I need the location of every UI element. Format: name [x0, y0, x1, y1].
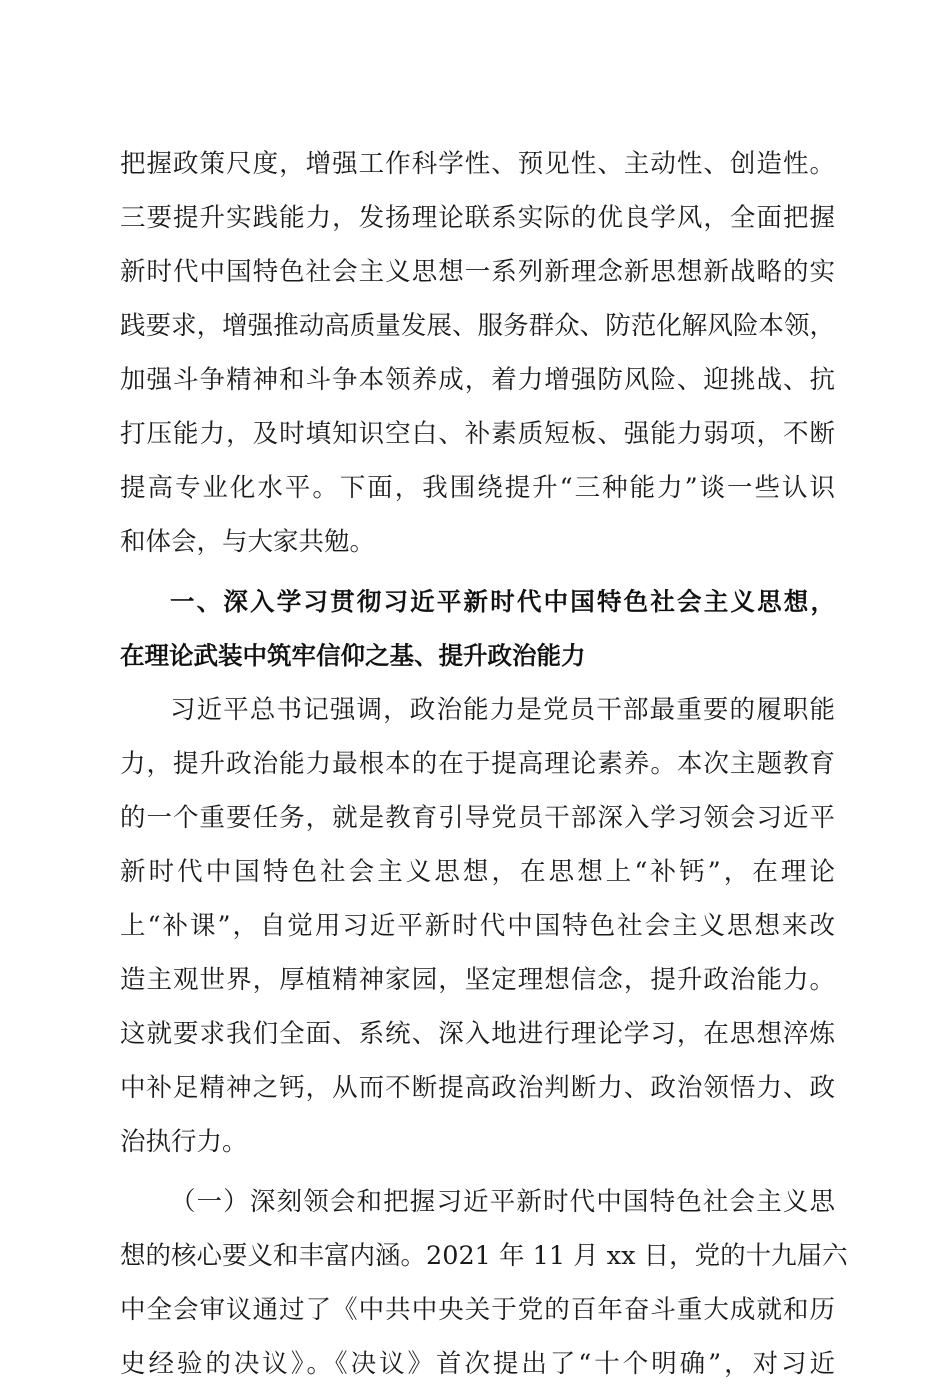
text-line: （一）深刻领会和把握习近平新时代中国特色社会主义思 — [170, 1187, 835, 1217]
text-line: 上“补课”，自觉用习近平新时代中国特色社会主义思想来改 — [120, 911, 835, 941]
heading-line: 一、深入学习贯彻习近平新时代中国特色社会主义思想， — [170, 587, 835, 616]
text-line: 力，提升政治能力最根本的在于提高理论素养。本次主题教育 — [120, 749, 835, 779]
text-line: 史经验的决议》。《决议》首次提出了“十个明确”，对习近 — [120, 1349, 835, 1379]
text-line: 三要提升实践能力，发扬理论联系实际的优良学风，全面把握 — [120, 203, 835, 233]
text-line: 把握政策尺度，增强工作科学性、预见性、主动性、创造性。 — [120, 149, 835, 179]
text-line: 提高专业化水平。下面，我围绕提升“三种能力”谈一些认识 — [120, 473, 835, 503]
paragraph-intro — [120, 137, 835, 569]
section-heading — [120, 575, 835, 683]
text-line: 新时代中国特色社会主义思想一系列新理念新思想新战略的实 — [120, 257, 835, 287]
text-line: 中全会审议通过了《中共中央关于党的百年奋斗重大成就和历 — [120, 1295, 835, 1325]
paragraph-subsection-one — [120, 1175, 848, 1391]
text-line: 和体会，与大家共勉。 — [120, 527, 376, 557]
text-line: 想的核心要义和丰富内涵。2021 年 11 月 xx 日，党的十九届六 — [120, 1241, 848, 1271]
document-body — [120, 137, 848, 1391]
text-line: 践要求，增强推动高质量发展、服务群众、防范化解风险本领， — [120, 311, 835, 341]
text-line: 的一个重要任务，就是教育引导党员干部深入学习领会习近平 — [120, 803, 835, 833]
text-line: 造主观世界，厚植精神家园，坚定理想信念，提升政治能力。 — [120, 965, 835, 995]
text-line: 治执行力。 — [120, 1127, 248, 1157]
text-line: 中补足精神之钙，从而不断提高政治判断力、政治领悟力、政 — [120, 1073, 835, 1103]
text-line: 这就要求我们全面、系统、深入地进行理论学习，在思想淬炼 — [120, 1019, 835, 1049]
text-line: 新时代中国特色社会主义思想，在思想上“补钙”，在理论 — [120, 857, 835, 887]
text-line: 加强斗争精神和斗争本领养成，着力增强防风险、迎挑战、抗 — [120, 365, 835, 395]
text-line: 打压能力，及时填知识空白、补素质短板、强能力弱项，不断 — [120, 419, 835, 449]
paragraph-political — [120, 683, 835, 1169]
heading-line: 在理论武装中筑牢信仰之基、提升政治能力 — [120, 641, 586, 670]
text-line: 习近平总书记强调，政治能力是党员干部最重要的履职能 — [170, 695, 835, 725]
